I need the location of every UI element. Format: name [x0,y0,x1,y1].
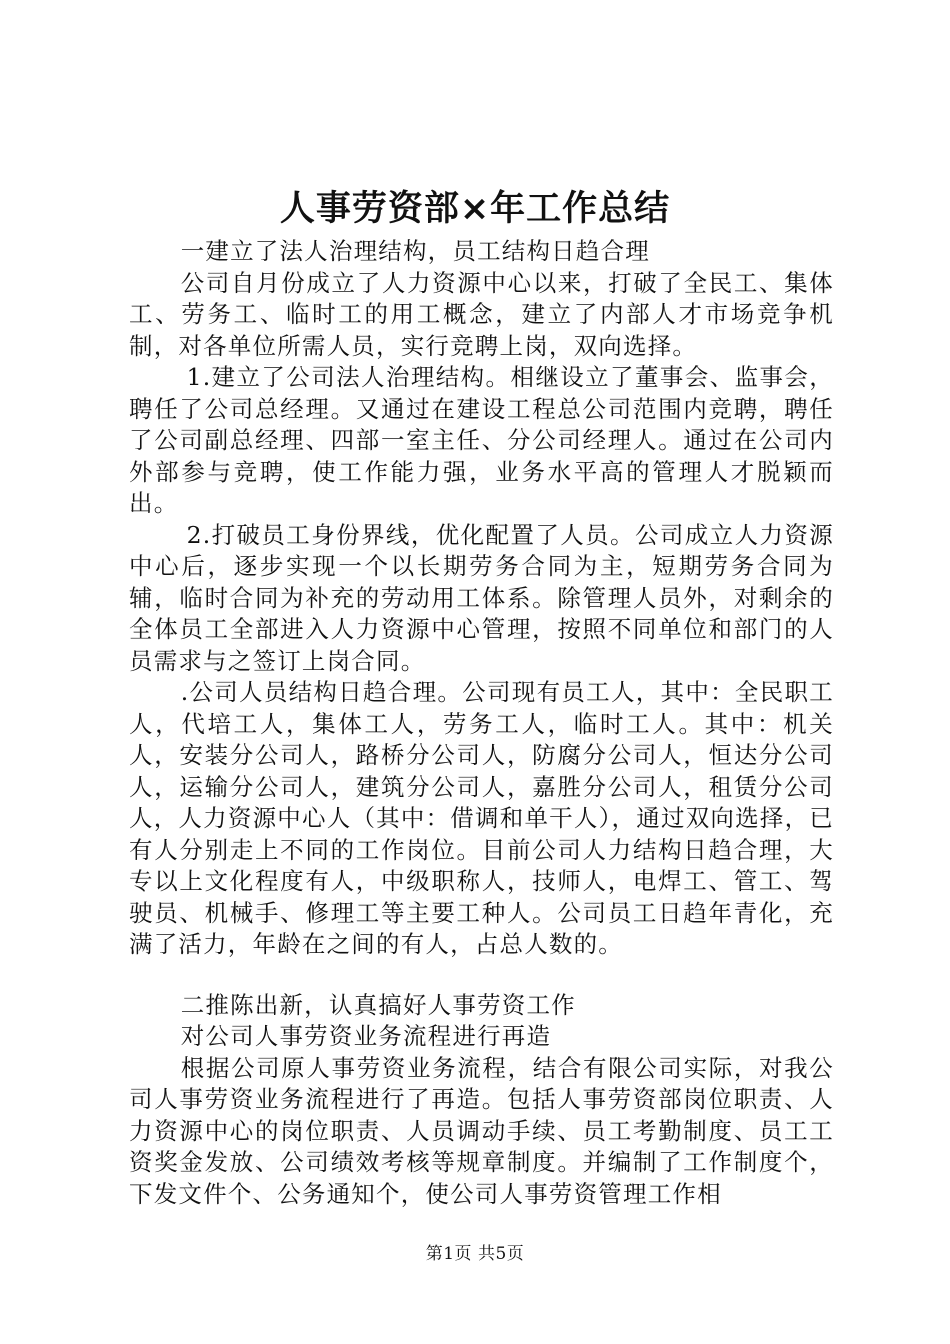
document-body [129,236,834,1210]
section-heading-1: 一建立了法人治理结构，员工结构日趋合理 [180,237,650,265]
section-heading-2: 二推陈出新，认真搞好人事劳资工作 [180,990,576,1019]
sub-heading: 对公司人事劳资业务流程进行再造 [180,1022,552,1050]
paragraph: .公司人员结构日趋合理。公司现有员工人，其中：全民职工人，代培工人，集体工人，劳务工人，临时工人。其中：机关人，安装分公司人，路桥分公司人，防腐分公司人，恒达分公司人，运输分公司人，建筑分公司人，嘉胜分公司人，租赁分公司人，人力资源中心人（其中：借调和单干人），通过双向选择，已有人分别走上不同的工作岗位。目前公司人力结构日趋合理，大专以上文化程度有人，中级职称人，技师人，电焊工、管工、驾驶员、机械手、修理工等主要工种人。公司员工日趋年青化，充满了活力，年龄在之间的有人，占总人数的。 [129,678,834,958]
page-title: 人事劳资部×年工作总结 [279,189,671,229]
paragraph: 1.建立了公司法人治理结构。相继设立了董事会、监事会，聘任了公司总经理。又通过在建设工程总公司范围内竞聘，聘任了公司副总经理、四部一室主任、分公司经理人。通过在公司内外部参与竞聘，使工作能力强，业务水平高的管理人才脱颖而出。 [129,363,834,517]
paragraph: 公司自月份成立了人力资源中心以来，打破了全民工、集体工、劳务工、临时工的用工概念，建立了内部人才市场竞争机制，对各单位所需人员，实行竞聘上岗，双向选择。 [129,268,834,360]
page-number: 第1页 共5页 [425,1244,525,1264]
paragraph: 2.打破员工身份界线，优化配置了人员。公司成立人力资源中心后，逐步实现一个以长期劳务合同为主，短期劳务合同为辅，临时合同为补充的劳动用工体系。除管理人员外，对剩余的全体员工全部进入人力资源中心管理，按照不同单位和部门的人员需求与之签订上岗合同。 [129,520,834,675]
paragraph: 根据公司原人事劳资业务流程，结合有限公司实际，对我公司人事劳资业务流程进行了再造。包括人事劳资部岗位职责、人力资源中心的岗位职责、人员调动手续、员工考勤制度、员工工资奖金发放、公司绩效考核等规章制度。并编制了工作制度个，下发文件个、公务通知个，使公司人事劳资管理工作相 [129,1053,834,1208]
